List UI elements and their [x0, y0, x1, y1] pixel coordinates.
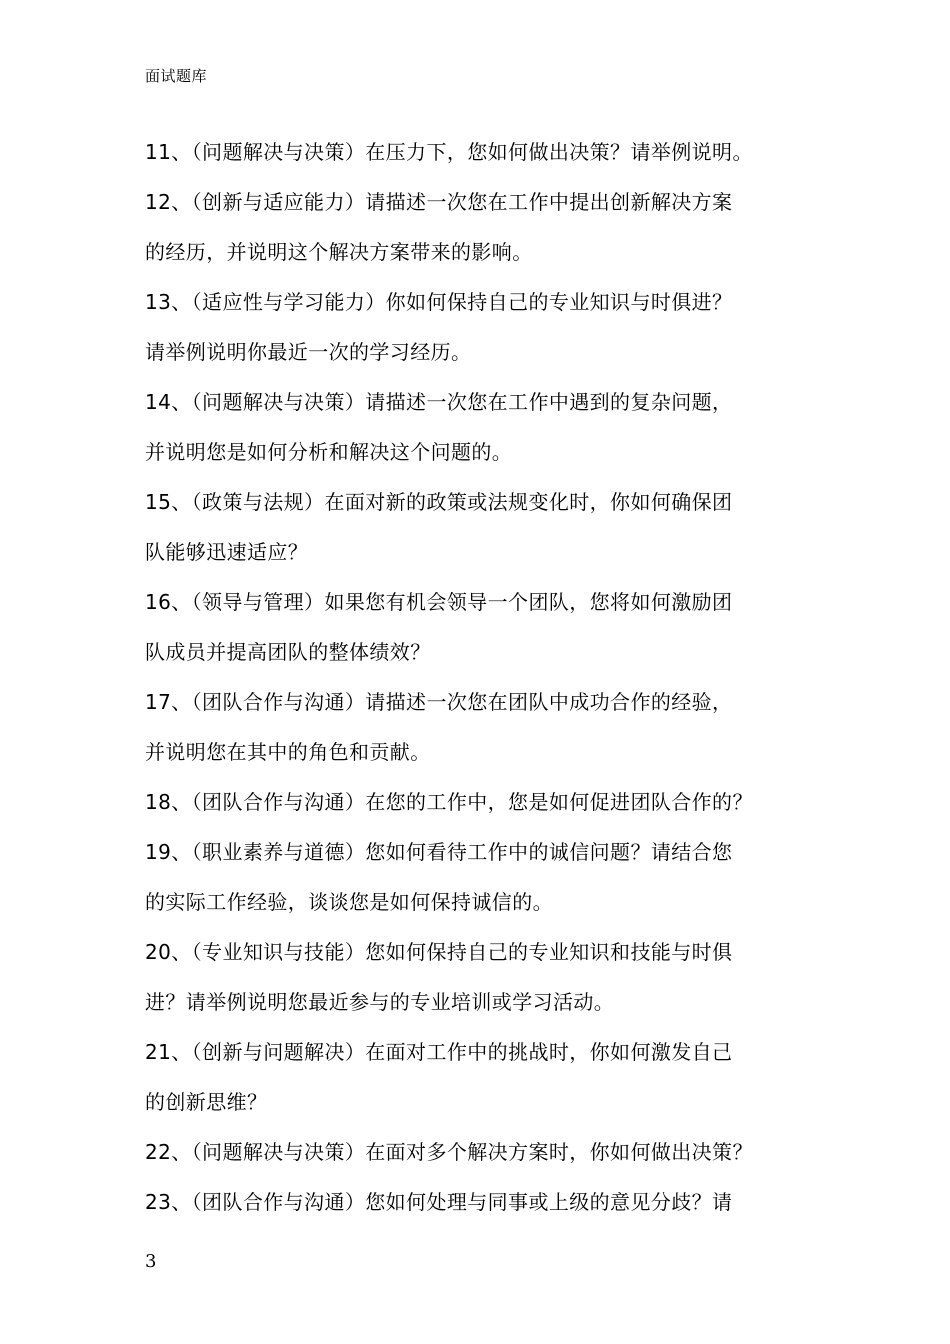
question-list	[145, 127, 810, 1227]
question-line: 17、（团队合作与沟通）请描述一次您在团队中成功合作的经验，	[145, 690, 733, 714]
question-line: 14、（问题解决与决策）请描述一次您在工作中遇到的复杂问题，	[145, 390, 733, 414]
question-line: 20、（专业知识与技能）您如何保持自己的专业知识和技能与时俱	[145, 940, 733, 964]
page-header-title: 面试题库	[145, 67, 208, 85]
question-line: 19、（职业素养与道德）您如何看待工作中的诚信问题？请结合您	[145, 840, 733, 864]
question-line: 请举例说明你最近一次的学习经历。	[145, 340, 472, 364]
question-line: 的实际工作经验，谈谈您是如何保持诚信的。	[145, 890, 553, 914]
question-line: 23、（团队合作与沟通）您如何处理与同事或上级的意见分歧？请	[145, 1190, 733, 1214]
question-line: 并说明您是如何分析和解决这个问题的。	[145, 440, 513, 464]
question-line: 13、（适应性与学习能力）你如何保持自己的专业知识与时俱进？	[145, 290, 733, 314]
page-number: 3	[145, 1251, 157, 1272]
question-line: 的创新思维？	[145, 1090, 268, 1114]
question-line: 16、（领导与管理）如果您有机会领导一个团队，您将如何激励团	[145, 590, 733, 614]
question-line: 并说明您在其中的角色和贡献。	[145, 740, 431, 764]
question-line: 15、（政策与法规）在面对新的政策或法规变化时，你如何确保团	[145, 490, 733, 514]
question-line: 队能够迅速适应？	[145, 540, 309, 564]
question-line: 的经历，并说明这个解决方案带来的影响。	[145, 240, 533, 264]
question-line: 21、（创新与问题解决）在面对工作中的挑战时，你如何激发自己	[145, 1040, 733, 1064]
question-line: 队成员并提高团队的整体绩效？	[145, 640, 431, 664]
question-line: 18、（团队合作与沟通）在您的工作中，您是如何促进团队合作的？	[145, 790, 753, 814]
question-line: 11、（问题解决与决策）在压力下，您如何做出决策？请举例说明。	[145, 140, 753, 164]
question-line: 22、（问题解决与决策）在面对多个解决方案时，你如何做出决策？	[145, 1140, 753, 1164]
question-line: 进？请举例说明您最近参与的专业培训或学习活动。	[145, 990, 615, 1014]
question-line: 12、（创新与适应能力）请描述一次您在工作中提出创新解决方案	[145, 190, 733, 214]
